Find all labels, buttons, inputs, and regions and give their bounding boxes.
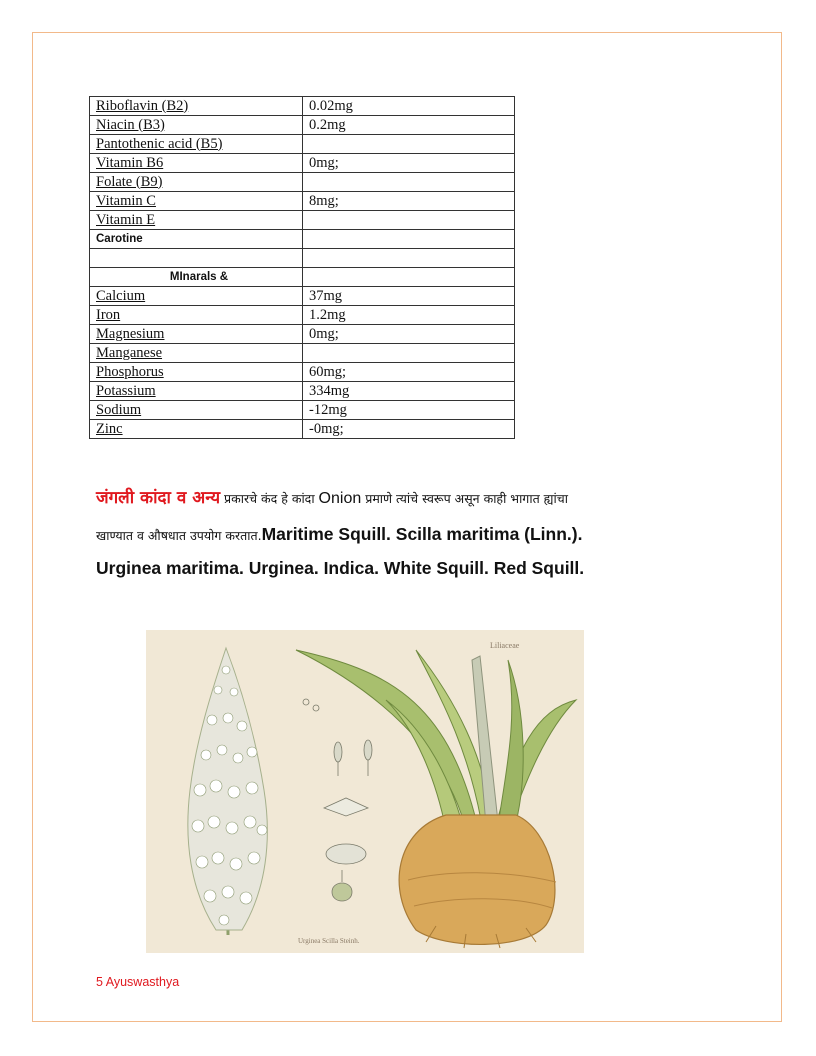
- highlight-term: जंगली कांदा व अन्य: [96, 488, 221, 508]
- paragraph-line: [96, 480, 736, 516]
- table-row: [90, 211, 515, 230]
- nutrient-name: Pantothenic acid (B5): [90, 135, 303, 154]
- table-row: [90, 192, 515, 211]
- nutrient-value: -0mg;: [303, 420, 515, 439]
- nutrient-name: Magnesium: [90, 325, 303, 344]
- nutrient-name: Potassium: [90, 382, 303, 401]
- paragraph-text: प्रकारचे कंद हे कांदा: [220, 491, 319, 506]
- nutrient-name: [90, 249, 303, 268]
- nutrient-name: Sodium: [90, 401, 303, 420]
- table-row: [90, 401, 515, 420]
- page-footer: 5 Ayuswasthya: [96, 975, 180, 989]
- nutrient-value: [303, 173, 515, 192]
- nutrient-table: [89, 96, 515, 439]
- table-row: [90, 154, 515, 173]
- nutrient-value: 37mg: [303, 287, 515, 306]
- nutrient-name: Phosphorus: [90, 363, 303, 382]
- squill-botanical-illustration: [146, 630, 584, 953]
- table-row: [90, 325, 515, 344]
- table-row: [90, 249, 515, 268]
- nutrient-name: Folate (B9): [90, 173, 303, 192]
- table-row: [90, 97, 515, 116]
- nutrient-value: [303, 344, 515, 363]
- botanical-names: Urginea maritima. Urginea. Indica. White Squill. Red Squill.: [96, 558, 585, 578]
- table-row: [90, 173, 515, 192]
- table-row: [90, 135, 515, 154]
- nutrient-value: 1.2mg: [303, 306, 515, 325]
- nutrient-name: Vitamin B6: [90, 154, 303, 173]
- nutrient-name: Calcium: [90, 287, 303, 306]
- onion-word: Onion: [318, 490, 362, 507]
- paragraph-text: प्रमाणे त्यांचे स्वरूप असून काही भागात ह्यांचा: [361, 491, 568, 506]
- nutrient-name: Zinc: [90, 420, 303, 439]
- nutrient-name: Riboflavin (B2): [90, 97, 303, 116]
- table-row: [90, 230, 515, 249]
- table-row: [90, 306, 515, 325]
- paragraph-text: खाण्यात व औषधात उपयोग करतात.: [96, 528, 262, 543]
- description-paragraph: [96, 480, 736, 584]
- nutrient-value: 0.02mg: [303, 97, 515, 116]
- table-row: [90, 268, 515, 287]
- table-row: [90, 363, 515, 382]
- nutrient-name: Iron: [90, 306, 303, 325]
- nutrient-value: [303, 268, 515, 287]
- illustration-label: Liliaceae: [490, 641, 520, 650]
- botanical-names: Maritime Squill. Scilla maritima (Linn.).: [261, 524, 583, 544]
- nutrient-name: Carotine: [90, 230, 303, 249]
- nutrient-name: Vitamin C: [90, 192, 303, 211]
- nutrient-name: Niacin (B3): [90, 116, 303, 135]
- nutrient-value: -12mg: [303, 401, 515, 420]
- table-row: [90, 382, 515, 401]
- nutrient-value: 0.2mg: [303, 116, 515, 135]
- nutrient-value: [303, 249, 515, 268]
- section-heading: MInarals &: [90, 268, 303, 287]
- nutrient-name: Manganese: [90, 344, 303, 363]
- illustration-caption: Urginea Scilla Steinh.: [298, 937, 360, 945]
- nutrient-value: 334mg: [303, 382, 515, 401]
- table-row: [90, 287, 515, 306]
- nutrient-value: 8mg;: [303, 192, 515, 211]
- nutrient-value: [303, 135, 515, 154]
- nutrient-value: 0mg;: [303, 154, 515, 173]
- table-row: [90, 344, 515, 363]
- nutrient-value: 60mg;: [303, 363, 515, 382]
- table-row: [90, 420, 515, 439]
- paragraph-line: [96, 516, 736, 552]
- paragraph-line: [96, 552, 736, 584]
- nutrient-value: [303, 230, 515, 249]
- nutrient-value: [303, 211, 515, 230]
- table-row: [90, 116, 515, 135]
- nutrient-name: Vitamin E: [90, 211, 303, 230]
- nutrient-value: 0mg;: [303, 325, 515, 344]
